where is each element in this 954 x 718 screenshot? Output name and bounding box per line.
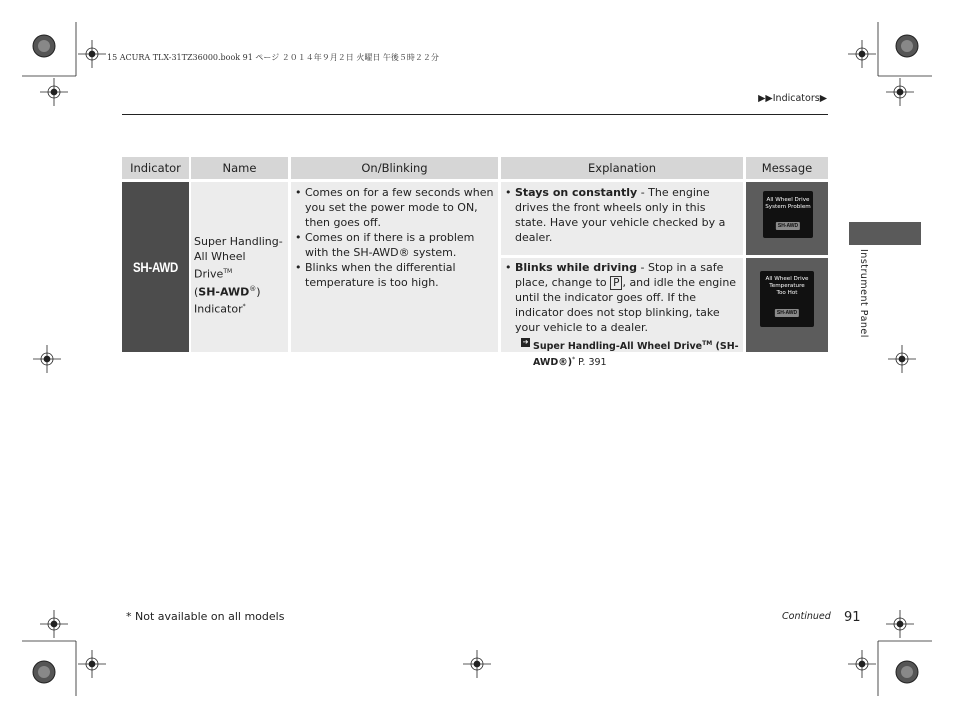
- name-line1: Super Handling-: [194, 235, 283, 248]
- gear-p-icon: P: [610, 276, 622, 290]
- message-cell-system-problem: [746, 182, 828, 255]
- col-header-name: Name: [191, 157, 288, 179]
- explanation-cell-steady: [501, 182, 743, 255]
- color-register-circles: [33, 35, 918, 683]
- breadcrumb-arrows-icon: ▶▶: [758, 93, 773, 104]
- header-divider: [122, 114, 828, 115]
- breadcrumb[interactable]: [758, 93, 827, 104]
- name-abbr: SH-AWD: [198, 285, 250, 299]
- name-cell: [191, 182, 288, 352]
- on-blinking-cell: [291, 182, 498, 352]
- footnote-asterisk: *: [242, 303, 246, 311]
- explanation-condition: Blinks while driving: [515, 261, 637, 274]
- section-tab-label: Instrument Panel: [858, 249, 869, 338]
- indicator-label: SH-AWD: [132, 259, 179, 275]
- explanation-condition: Stays on constantly: [515, 186, 638, 199]
- xref-page: P. 391: [575, 357, 607, 369]
- crosshair-targets: [33, 40, 916, 678]
- registered-mark: ®: [249, 284, 257, 293]
- trademark-mark: TM: [223, 268, 233, 275]
- paren-open: (: [194, 285, 199, 299]
- breadcrumb-arrow-icon: ▶: [819, 93, 827, 104]
- cross-reference-link[interactable]: [504, 337, 740, 369]
- paren-close: ): [256, 285, 261, 299]
- display-line: Too Hot: [776, 290, 798, 296]
- explanation-item: [504, 260, 740, 335]
- explanation-text: - The engine drives the front wheels only in this state. Have your vehicle checked by a dealer.: [515, 186, 726, 244]
- name-line2: All Wheel Drive: [194, 250, 246, 281]
- sh-awd-indicator-icon: [122, 182, 189, 352]
- xref-asterisk: *: [572, 356, 576, 364]
- explanation-text-b: , and idle the engine until the indicator goes off. If the indicator does not stop blinking, take your vehicle to a dealer.: [515, 276, 737, 334]
- display-line: System Problem: [765, 204, 811, 210]
- xref-trademark: TM: [702, 340, 713, 347]
- display-screen: [760, 271, 814, 327]
- on-blinking-item: • Comes on for a few seconds when you set the power mode to ON, then goes off.: [294, 185, 494, 230]
- display-line: All Wheel Drive: [765, 276, 809, 282]
- on-blinking-item: • Comes on if there is a problem with the SH-AWD® system.: [294, 230, 494, 260]
- col-header-message: Message: [746, 157, 828, 179]
- footnote: * Not available on all models: [126, 610, 285, 623]
- print-meta-text: 15 ACURA TLX-31TZ36000.book 91 ページ ２０１４年９月２日 火曜日 午後５時２２分: [107, 53, 439, 62]
- breadcrumb-label[interactable]: Indicators: [772, 93, 820, 104]
- sh-awd-badge-icon: SH-AWD: [777, 223, 799, 229]
- reference-arrow-icon: ➔: [522, 338, 529, 346]
- xref-title: Super Handling-All Wheel Drive: [533, 341, 703, 353]
- sh-awd-badge-icon: SH-AWD: [776, 310, 798, 316]
- explanation-item: [504, 185, 740, 245]
- xref-title-b: (SH-AWD®): [533, 341, 739, 369]
- name-line4: Indicator: [194, 302, 243, 316]
- explanation-text-a: - Stop in a safe place, change to: [515, 261, 724, 289]
- continued-label: Continued: [782, 611, 831, 622]
- on-blinking-item: • Blinks when the differential temperature is too high.: [294, 260, 494, 290]
- col-header-explanation: Explanation: [501, 157, 743, 179]
- display-line: Temperature: [769, 283, 805, 289]
- explanation-cell-blinking: [501, 258, 743, 369]
- col-header-on-blinking: On/Blinking: [291, 157, 498, 179]
- section-tab: [849, 222, 921, 245]
- col-header-indicator: Indicator: [122, 157, 189, 179]
- display-screen: [763, 191, 813, 238]
- page-number: 91: [844, 610, 861, 625]
- display-line: All Wheel Drive: [766, 197, 810, 203]
- message-cell-temperature: [746, 258, 828, 352]
